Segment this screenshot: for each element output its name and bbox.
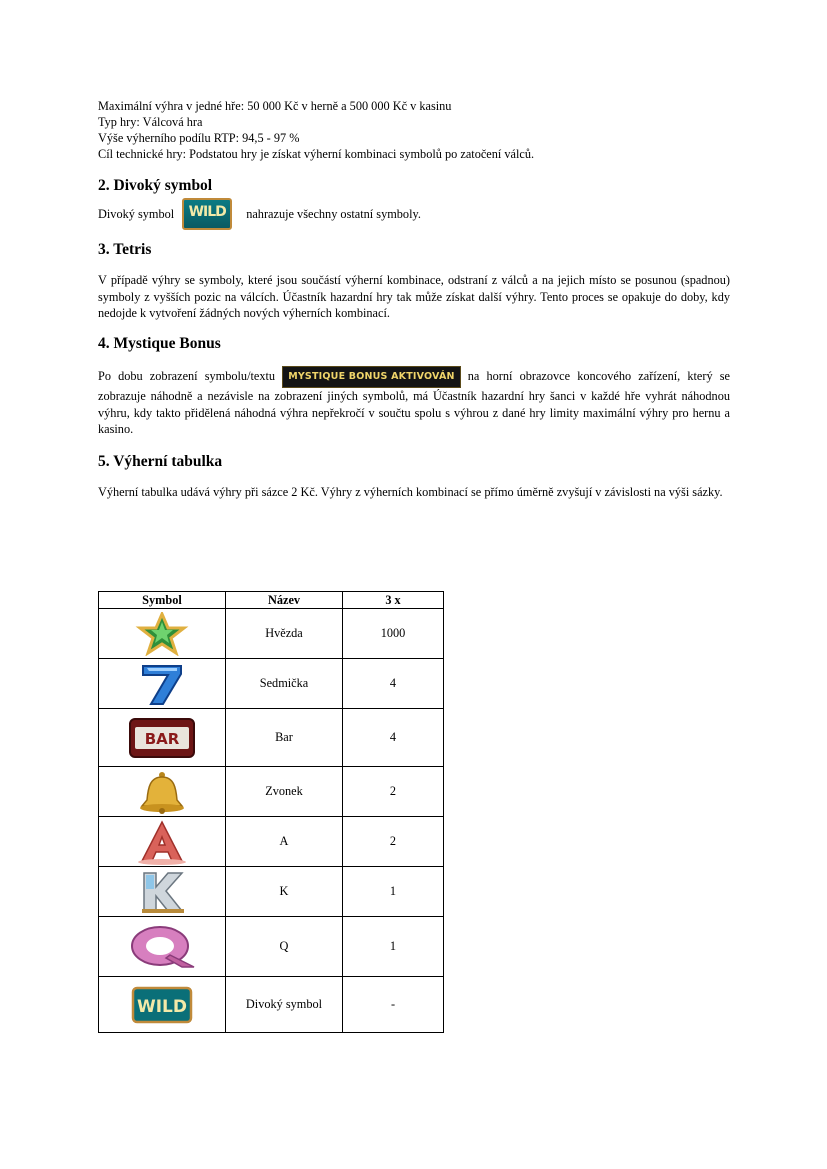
row-name: A	[226, 817, 343, 867]
svg-text:WILD: WILD	[136, 996, 188, 1017]
row-name: Zvonek	[226, 767, 343, 817]
seven-icon	[99, 659, 226, 709]
header-3x: 3 x	[343, 592, 444, 609]
header-symbol: Symbol	[99, 592, 226, 609]
letter-a-icon	[99, 817, 226, 867]
letter-k-icon	[99, 867, 226, 917]
table-row	[99, 867, 444, 917]
row-value: 2	[343, 767, 444, 817]
wild-description	[98, 198, 730, 230]
mystique-text-after: na horní obrazovce koncového zařízení, který se zobrazuje náhodně a nezávisle na zobrazení jiných symbolů, má Účastník hazardní hry šanci v každé hře vyhrát náhodnou výhru, kdy takto přidělená náhodná výhra nepřekročí v součtu spolu s výhrou z dané hry limity maximální výhry pro hernu a kasino.	[98, 368, 730, 436]
table-row	[99, 917, 444, 977]
star-icon	[99, 609, 226, 659]
row-value: -	[343, 977, 444, 1033]
section-heading-wild: 2. Divoký symbol	[98, 177, 213, 194]
row-name: K	[226, 867, 343, 917]
row-name: Sedmička	[226, 659, 343, 709]
row-value: 2	[343, 817, 444, 867]
row-value: 4	[343, 709, 444, 767]
wild-text-after: nahrazuje všechny ostatní symboly.	[246, 207, 421, 221]
game-goal-line: Cíl technické hry: Podstatou hry je získat výherní kombinaci symbolů po zatočení válců.	[98, 147, 535, 161]
table-row	[99, 659, 444, 709]
rtp-line: Výše výherního podílu RTP: 94,5 - 97 %	[98, 131, 300, 145]
table-row	[99, 817, 444, 867]
row-name: Divoký symbol	[226, 977, 343, 1033]
mystique-paragraph	[98, 366, 730, 438]
section-heading-tetris: 3. Tetris	[98, 241, 152, 258]
row-value: 1	[343, 917, 444, 977]
document-page	[98, 98, 730, 500]
bar-icon	[99, 709, 226, 767]
wild-symbol-icon: WILD	[182, 198, 232, 230]
letter-q-icon	[99, 917, 226, 977]
table-row	[99, 977, 444, 1033]
row-name: Q	[226, 917, 343, 977]
bell-icon	[99, 767, 226, 817]
row-name: Hvězda	[226, 609, 343, 659]
row-value: 1000	[343, 609, 444, 659]
row-value: 4	[343, 659, 444, 709]
svg-text:BAR: BAR	[144, 729, 180, 748]
row-name: Bar	[226, 709, 343, 767]
game-type-line: Typ hry: Válcová hra	[98, 115, 203, 129]
mystique-text-before: Po dobu zobrazení symbolu/textu	[98, 368, 276, 383]
tetris-paragraph: V případě výhry se symboly, které jsou součástí výherní kombinace, odstraní z válců a na jejich místo se posunou (spadnou) symboly z vyšších pozic na válcích. Účastník hazardní hry tak může získat další výhry. Tento proces se opakuje do doby, kdy nedojde k vytvoření žádných nových výherních kombinací.	[98, 273, 730, 320]
table-header-row	[99, 592, 444, 609]
table-row	[99, 609, 444, 659]
wild-icon	[99, 977, 226, 1033]
wild-text-before: Divoký symbol	[98, 207, 175, 221]
section-heading-mystique: 4. Mystique Bonus	[98, 334, 221, 352]
section-heading-paytable: 5. Výherní tabulka	[98, 452, 223, 470]
row-value: 1	[343, 867, 444, 917]
mystique-banner-icon: MYSTIQUE BONUS AKTIVOVÁN	[282, 366, 460, 389]
table-row	[99, 767, 444, 817]
paytable	[98, 591, 444, 1033]
table-row	[99, 709, 444, 767]
max-win-line: Maximální výhra v jedné hře: 50 000 Kč v herně a 500 000 Kč v kasinu	[98, 99, 452, 113]
paytable-paragraph: Výherní tabulka udává výhry při sázce 2 Kč. Výhry z výherních kombinací se přímo úměrně zvyšují v závislosti na výši sázky.	[98, 484, 723, 499]
header-name: Název	[226, 592, 343, 609]
